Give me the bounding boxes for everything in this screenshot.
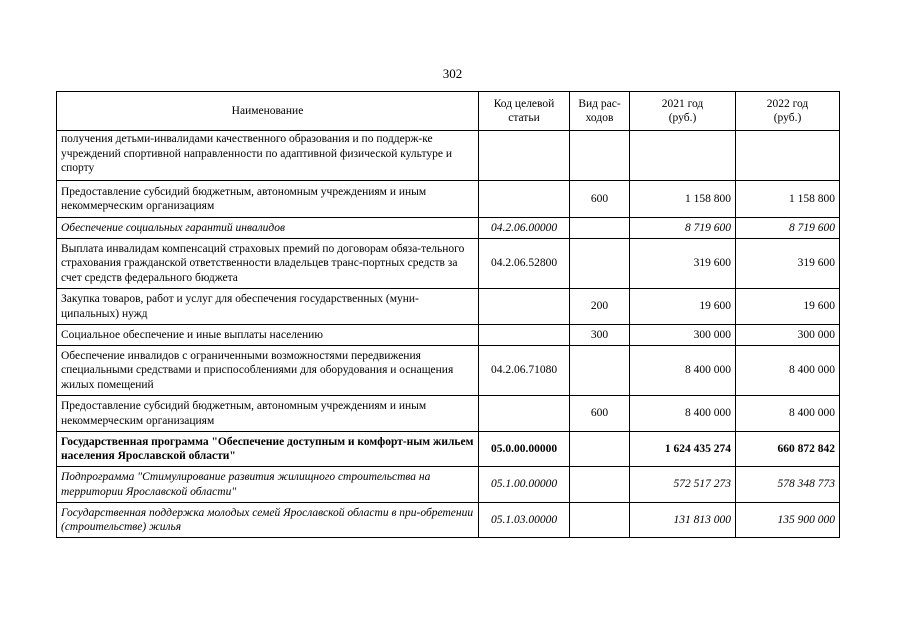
cell-2022: 8 719 600 [736,218,840,239]
cell-kind: 300 [570,325,630,346]
cell-code [479,131,570,181]
cell-code: 05.1.03.00000 [479,503,570,538]
table-row [57,396,840,432]
cell-2022: 319 600 [736,239,840,289]
cell-kind [570,432,630,467]
cell-2022: 578 348 773 [736,467,840,503]
table-row [57,432,840,467]
cell-2022: 8 400 000 [736,346,840,396]
cell-2021: 131 813 000 [630,503,736,538]
cell-name: получения детьми-инвалидами качественного образования и по поддерж-ке учреждений спортивной направленности по адаптивной физической культуре и спорту [57,131,479,181]
cell-code [479,181,570,218]
cell-name: Подпрограмма "Стимулирование развития жилищного строительства на территории Ярославской области" [57,467,479,503]
cell-name: Государственная программа "Обеспечение доступным и комфорт-ным жильем населения Ярославской области" [57,432,479,467]
cell-2021: 300 000 [630,325,736,346]
cell-2021: 572 517 273 [630,467,736,503]
cell-code: 05.1.00.00000 [479,467,570,503]
table-row [57,289,840,325]
cell-kind: 600 [570,396,630,432]
cell-name: Предоставление субсидий бюджетным, автономным учреждениям и иным некоммерческим организациям [57,181,479,218]
table-row [57,181,840,218]
header-2022 [736,92,840,131]
header-code [479,92,570,131]
table-row [57,131,840,181]
cell-name: Закупка товаров, работ и услуг для обеспечения государственных (муни-ципальных) нужд [57,289,479,325]
cell-2022: 660 872 842 [736,432,840,467]
cell-2021: 19 600 [630,289,736,325]
header-code-line-1: Код целевой [493,97,555,110]
cell-2022 [736,131,840,181]
cell-2022: 300 000 [736,325,840,346]
header-2022-line-2: (руб.) [773,112,802,124]
cell-code [479,396,570,432]
header-kind-line-2: ходов [585,112,614,124]
header-kind [570,92,630,131]
cell-name: Предоставление субсидий бюджетным, автономным учреждениям и иным некоммерческим организациям [57,396,479,432]
cell-2022: 19 600 [736,289,840,325]
header-code-line-2: статьи [508,112,540,124]
cell-2021: 319 600 [630,239,736,289]
header-2021-line-2: (руб.) [668,112,697,124]
table-row [57,218,840,239]
cell-2021: 8 400 000 [630,346,736,396]
cell-code: 04.2.06.52800 [479,239,570,289]
cell-code: 04.2.06.71080 [479,346,570,396]
header-2021-line-1: 2021 год [661,97,704,110]
cell-kind: 600 [570,181,630,218]
cell-kind [570,131,630,181]
header-2022-line-1: 2022 год [766,97,809,110]
cell-code [479,289,570,325]
table-header-row [57,92,840,131]
table-row [57,325,840,346]
cell-2022: 135 900 000 [736,503,840,538]
cell-2022: 1 158 800 [736,181,840,218]
cell-kind [570,467,630,503]
cell-name: Обеспечение социальных гарантий инвалидов [57,218,479,239]
cell-kind: 200 [570,289,630,325]
header-kind-line-1: Вид рас- [578,97,621,110]
budget-table [56,91,840,538]
cell-2021: 1 158 800 [630,181,736,218]
cell-code: 05.0.00.00000 [479,432,570,467]
cell-code [479,325,570,346]
cell-kind [570,503,630,538]
table-row [57,239,840,289]
cell-name: Выплата инвалидам компенсаций страховых премий по договорам обяза-тельного страхования гражданской ответственности владельцев транс-портных средств за счет средств федерального бюджета [57,239,479,289]
cell-2021: 1 624 435 274 [630,432,736,467]
cell-code: 04.2.06.00000 [479,218,570,239]
cell-name: Обеспечение инвалидов с ограниченными возможностями передвижения специальными средствами и приспособлениями для оборудования и оснащения жилых помещений [57,346,479,396]
cell-2021 [630,131,736,181]
table-row [57,503,840,538]
table-row [57,467,840,503]
cell-kind [570,239,630,289]
cell-name: Государственная поддержка молодых семей Ярославской области в при-обретении (строительстве) жилья [57,503,479,538]
header-2021 [630,92,736,131]
cell-2022: 8 400 000 [736,396,840,432]
header-name: Наименование [57,92,479,131]
cell-name: Социальное обеспечение и иные выплаты населению [57,325,479,346]
cell-2021: 8 400 000 [630,396,736,432]
cell-2021: 8 719 600 [630,218,736,239]
cell-kind [570,346,630,396]
table-row [57,346,840,396]
cell-kind [570,218,630,239]
page-number: 302 [442,66,463,81]
